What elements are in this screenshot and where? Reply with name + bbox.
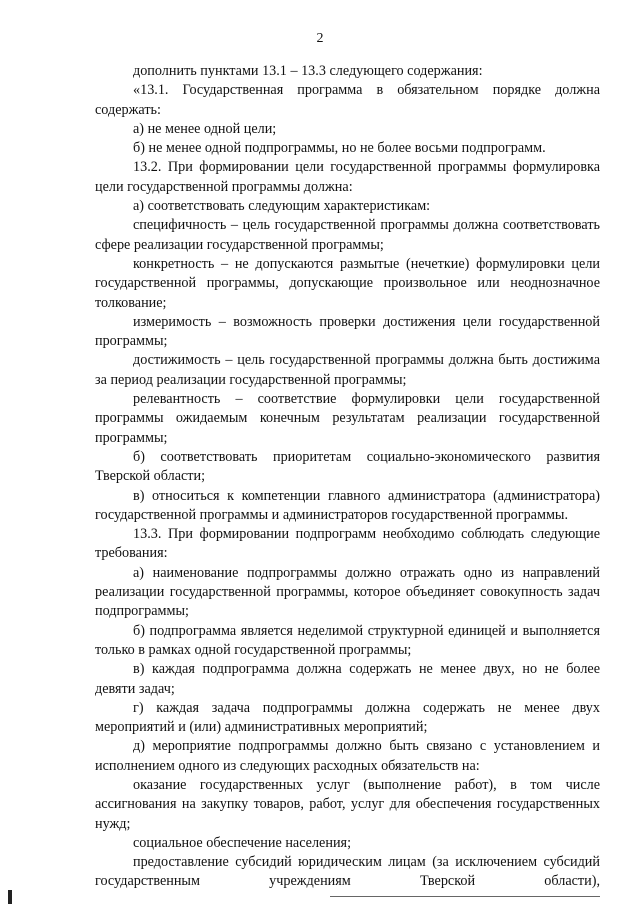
- paragraph: а) наименование подпрограммы должно отражать одно из направлений реализации государственной программы, которое объединяет совокупность задач подпрограммы;: [95, 564, 600, 620]
- document-body: [95, 62, 600, 892]
- paragraph: в) каждая подпрограмма должна содержать не менее двух, но не более девяти задач;: [95, 661, 600, 697]
- paragraph: «13.1. Государственная программа в обязательном порядке должна содержать:: [95, 82, 600, 118]
- scan-edge-mark: [8, 890, 12, 904]
- paragraph: в) относиться к компетенции главного администратора (администратора) государственной программы и администраторов государственной программы.: [95, 487, 600, 523]
- paragraph: 13.3. При формировании подпрограмм необходимо соблюдать следующие требования:: [95, 526, 600, 562]
- paragraph: измеримость – возможность проверки достижения цели государственной программы;: [95, 313, 600, 350]
- paragraph: релевантность – соответствие формулировки цели государственной программы ожидаемым конечным результатам реализации государственной программы;: [95, 391, 600, 446]
- paragraph: б) соответствовать приоритетам социально-экономического развития Тверской области;: [95, 448, 600, 485]
- paragraph: достижимость – цель государственной программы должна быть достижима за период реализации государственной программы;: [95, 352, 600, 388]
- paragraph: а) соответствовать следующим характеристикам:: [133, 198, 431, 215]
- paragraph: оказание государственных услуг (выполнение работ), в том числе ассигнования на закупку товаров, работ, услуг для обеспечения государственных нужд;: [95, 776, 600, 832]
- bottom-rule: [330, 896, 600, 897]
- paragraph: 13.2. При формировании цели государственной программы формулировка цели государственной программы должна:: [95, 159, 600, 195]
- paragraph: а) не менее одной цели;: [133, 120, 277, 137]
- paragraph: б) не менее одной подпрограммы, но не более восьми подпрограмм.: [133, 140, 546, 157]
- paragraph: б) подпрограмма является неделимой структурной единицей и выполняется только в рамках одной государственной программы;: [95, 622, 600, 658]
- page-number: 2: [316, 31, 324, 46]
- paragraph: г) каждая задача подпрограммы должна содержать не менее двух мероприятий и (или) административных мероприятий;: [95, 699, 600, 736]
- paragraph: предоставление субсидий юридическим лицам (за исключением субсидий государственным учреждениям Тверской области),: [95, 854, 600, 890]
- paragraph: социальное обеспечение населения;: [133, 834, 352, 851]
- paragraph: специфичность – цель государственной программы должна соответствовать сфере реализации государственной программы;: [95, 217, 600, 253]
- paragraph: дополнить пунктами 13.1 – 13.3 следующего содержания:: [133, 63, 483, 79]
- paragraph: д) мероприятие подпрограммы должно быть связано с установлением и исполнением одного из следующих расходных обязательств на:: [95, 738, 600, 774]
- paragraph: конкретность – не допускаются размытые (нечеткие) формулировки цели государственной программы, допускающие произвольное или неоднозначное толкование;: [95, 255, 600, 311]
